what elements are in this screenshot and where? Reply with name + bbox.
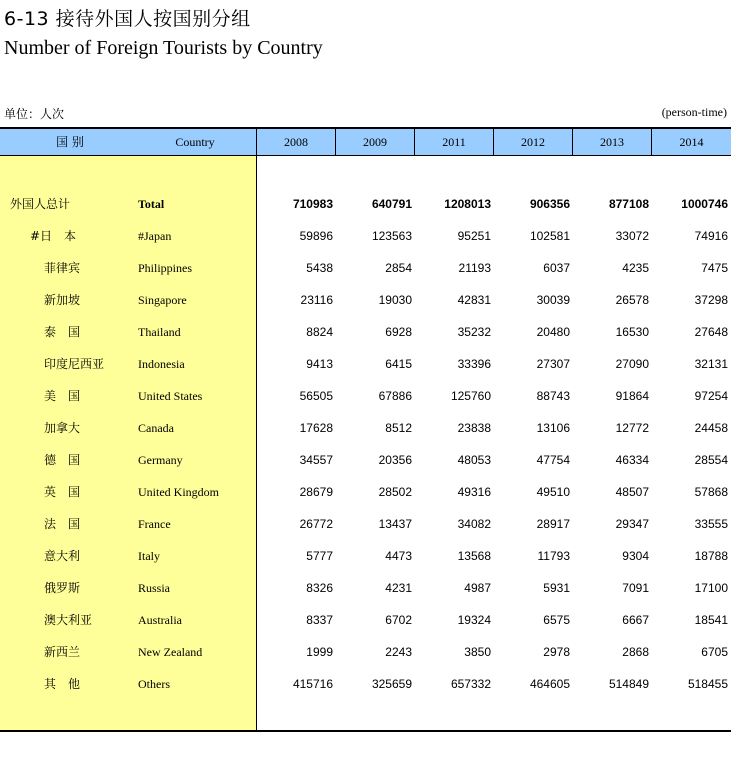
row-value-2012: 13106 <box>536 421 570 435</box>
table-row <box>0 578 731 610</box>
row-value-2013: 29347 <box>615 517 649 531</box>
row-country-en: Indonesia <box>138 357 185 371</box>
header-year-2008: 2008 <box>284 135 308 149</box>
tourists-table <box>0 127 731 731</box>
row-value-2012: 6575 <box>543 613 570 627</box>
row-value-2009: 640791 <box>371 197 412 211</box>
table-row <box>0 322 731 354</box>
row-value-2012: 6037 <box>543 261 570 275</box>
row-country-en: France <box>138 517 171 531</box>
row-country-cn: 英 国 <box>44 485 81 499</box>
row-value-2014: 17100 <box>694 581 728 595</box>
row-value-2013: 16530 <box>615 325 649 339</box>
row-value-2008: 710983 <box>292 197 333 211</box>
row-value-2013: 46334 <box>615 453 649 467</box>
table-row <box>0 258 731 290</box>
row-value-2009: 4473 <box>385 549 412 563</box>
table-bottom-rule <box>0 730 731 732</box>
table-row <box>0 610 731 642</box>
row-value-2013: 2868 <box>622 645 649 659</box>
header-country-en: Country <box>175 135 215 149</box>
row-country-en: Australia <box>138 613 182 627</box>
row-value-2008: 34557 <box>299 453 333 467</box>
table-row <box>0 482 731 514</box>
row-value-2012: 27307 <box>536 357 570 371</box>
table-row <box>0 226 731 258</box>
row-country-cn: 法 国 <box>44 517 81 531</box>
unit-label-cn: 单位：人次 <box>4 107 65 121</box>
row-value-2014: 518455 <box>687 677 728 691</box>
row-value-2009: 6928 <box>385 325 412 339</box>
row-value-2014: 6705 <box>701 645 728 659</box>
row-country-cn: 印度尼西亚 <box>44 357 105 371</box>
row-value-2009: 2854 <box>385 261 412 275</box>
row-value-2009: 19030 <box>378 293 412 307</box>
row-country-cn: 新加坡 <box>44 293 81 307</box>
row-value-2008: 415716 <box>292 677 333 691</box>
row-value-2012: 20480 <box>536 325 570 339</box>
row-value-2012: 30039 <box>536 293 570 307</box>
row-value-2013: 6667 <box>622 613 649 627</box>
page-title-cn: 6-13 接待外国人按国别分组 <box>4 8 251 30</box>
row-value-2011: 21193 <box>458 261 491 275</box>
row-country-en: Philippines <box>138 261 193 275</box>
table-row <box>0 194 731 226</box>
table-row <box>0 674 731 706</box>
row-value-2014: 27648 <box>694 325 728 339</box>
unit-label-en: (person-time) <box>661 105 727 119</box>
row-value-2008: 1999 <box>306 645 333 659</box>
row-value-2008: 8824 <box>306 325 333 339</box>
row-country-cn: 美 国 <box>44 389 81 403</box>
table-row <box>0 418 731 450</box>
row-value-2009: 2243 <box>385 645 412 659</box>
header-year-2013: 2013 <box>600 135 624 149</box>
row-country-cn: 泰 国 <box>44 325 81 339</box>
row-value-2014: 33555 <box>694 517 728 531</box>
row-value-2011: 34082 <box>457 517 491 531</box>
row-country-cn: 新西兰 <box>44 645 81 659</box>
row-country-en: Canada <box>138 421 174 435</box>
row-value-2013: 877108 <box>608 197 649 211</box>
row-value-2008: 56505 <box>299 389 333 403</box>
row-value-2011: 95251 <box>457 229 491 243</box>
row-country-cn: 俄罗斯 <box>44 581 81 595</box>
row-country-en: United Kingdom <box>138 485 219 499</box>
header-year-2011: 2011 <box>442 135 466 149</box>
header-country-cn: 国 别 <box>56 135 84 149</box>
row-value-2008: 26772 <box>299 517 333 531</box>
row-value-2013: 33072 <box>615 229 649 243</box>
row-value-2009: 28502 <box>378 485 412 499</box>
header-year-2009: 2009 <box>363 135 387 149</box>
row-value-2009: 20356 <box>378 453 412 467</box>
row-value-2011: 125760 <box>450 389 491 403</box>
table-row <box>0 642 731 674</box>
row-value-2013: 27090 <box>615 357 649 371</box>
row-value-2012: 47754 <box>536 453 570 467</box>
row-value-2009: 4231 <box>385 581 412 595</box>
row-value-2009: 325659 <box>371 677 412 691</box>
row-country-en: Singapore <box>138 293 187 307</box>
table-row <box>0 450 731 482</box>
row-value-2011: 4987 <box>464 581 491 595</box>
table-header <box>0 129 731 156</box>
row-value-2013: 7091 <box>622 581 649 595</box>
row-country-cn: 外国人总计 <box>10 197 71 211</box>
row-value-2014: 32131 <box>694 357 728 371</box>
row-country-cn: #日 本 <box>30 229 77 243</box>
row-value-2014: 24458 <box>694 421 728 435</box>
row-value-2011: 1208013 <box>444 197 491 211</box>
row-value-2008: 23116 <box>300 293 333 307</box>
row-country-en: Others <box>138 677 170 691</box>
row-value-2012: 464605 <box>529 677 570 691</box>
row-value-2011: 3850 <box>464 645 491 659</box>
row-country-en: Germany <box>138 453 183 467</box>
row-value-2012: 88743 <box>536 389 570 403</box>
row-value-2008: 8337 <box>306 613 333 627</box>
row-value-2009: 8512 <box>385 421 412 435</box>
row-country-cn: 德 国 <box>44 453 81 467</box>
row-value-2008: 28679 <box>299 485 333 499</box>
row-value-2012: 11793 <box>537 549 570 563</box>
row-country-cn: 意大利 <box>44 549 81 563</box>
row-country-en: Total <box>138 197 165 211</box>
row-country-cn: 其 他 <box>44 677 81 691</box>
row-value-2008: 17628 <box>299 421 333 435</box>
row-value-2011: 42831 <box>457 293 491 307</box>
row-value-2014: 57868 <box>694 485 728 499</box>
row-value-2013: 514849 <box>608 677 649 691</box>
row-country-en: Italy <box>138 549 160 563</box>
row-country-en: New Zealand <box>138 645 203 659</box>
table-row <box>0 386 731 418</box>
row-value-2009: 123563 <box>371 229 412 243</box>
header-year-2014: 2014 <box>679 135 704 149</box>
row-value-2013: 9304 <box>622 549 649 563</box>
row-value-2011: 48053 <box>457 453 491 467</box>
header-year-2012: 2012 <box>521 135 545 149</box>
table-row <box>0 290 731 322</box>
row-value-2009: 6415 <box>385 357 412 371</box>
row-country-cn: 加拿大 <box>44 421 81 435</box>
row-value-2012: 49510 <box>536 485 570 499</box>
row-value-2014: 37298 <box>694 293 728 307</box>
row-country-en: #Japan <box>138 229 172 243</box>
row-value-2013: 26578 <box>615 293 649 307</box>
table-row <box>0 546 731 578</box>
row-value-2009: 6702 <box>385 613 412 627</box>
table-row <box>0 514 731 546</box>
row-value-2014: 97254 <box>694 389 728 403</box>
row-value-2009: 67886 <box>378 389 412 403</box>
row-value-2012: 5931 <box>543 581 570 595</box>
row-value-2011: 35232 <box>457 325 491 339</box>
page-title-en: Number of Foreign Tourists by Country <box>4 37 323 59</box>
row-value-2008: 5777 <box>306 549 333 563</box>
row-value-2013: 4235 <box>622 261 649 275</box>
row-value-2013: 91864 <box>615 389 649 403</box>
row-value-2011: 49316 <box>457 485 491 499</box>
row-value-2009: 13437 <box>378 517 412 531</box>
row-value-2012: 102581 <box>529 229 570 243</box>
row-country-cn: 澳大利亚 <box>44 613 93 627</box>
table-row <box>0 354 731 386</box>
row-value-2014: 74916 <box>694 229 728 243</box>
row-value-2011: 19324 <box>457 613 491 627</box>
row-value-2012: 906356 <box>529 197 570 211</box>
row-value-2008: 8326 <box>306 581 333 595</box>
row-value-2011: 33396 <box>457 357 491 371</box>
row-value-2008: 59896 <box>299 229 333 243</box>
row-country-cn: 菲律宾 <box>44 261 81 275</box>
row-value-2014: 18541 <box>694 613 728 627</box>
row-value-2012: 2978 <box>543 645 570 659</box>
row-value-2012: 28917 <box>536 517 570 531</box>
row-value-2011: 13568 <box>457 549 491 563</box>
row-country-en: Thailand <box>138 325 181 339</box>
row-value-2013: 48507 <box>615 485 649 499</box>
row-value-2008: 9413 <box>306 357 333 371</box>
row-country-en: Russia <box>138 581 171 595</box>
row-value-2011: 657332 <box>450 677 491 691</box>
row-value-2008: 5438 <box>306 261 333 275</box>
row-country-en: United States <box>138 389 203 403</box>
row-value-2014: 7475 <box>701 261 728 275</box>
row-value-2013: 12772 <box>615 421 649 435</box>
row-value-2011: 23838 <box>457 421 491 435</box>
row-value-2014: 28554 <box>694 453 728 467</box>
row-value-2014: 18788 <box>694 549 728 563</box>
row-value-2014: 1000746 <box>681 197 728 211</box>
